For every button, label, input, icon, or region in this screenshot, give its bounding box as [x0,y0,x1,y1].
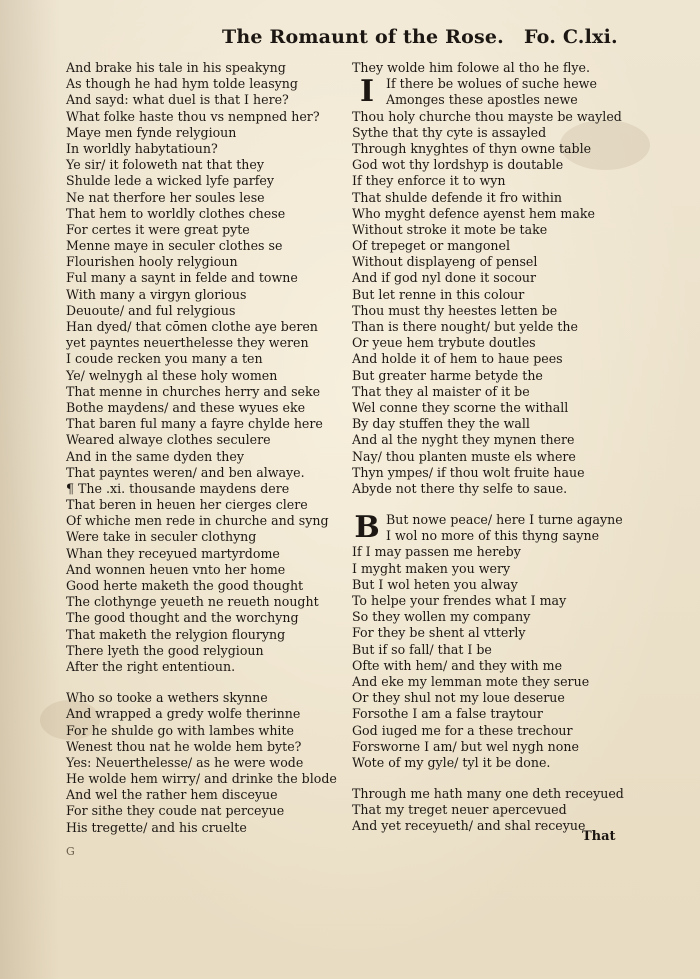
verse-line: That shulde defende it fro within [352,189,563,205]
left-text-column [66,60,337,836]
verse-line: The clothynge yeueth ne reueth nought [66,594,319,610]
verse-line: Ye sir/ it foloweth nat that they [66,157,264,173]
verse-line: But let renne in this colour [352,286,525,302]
verse-line: I coude recken you many a ten [66,351,263,367]
verse-line: Of trepeget or mangonel [352,238,511,254]
verse-line: But greater harme betyde the [352,367,543,383]
verse-line: If I may passen me hereby [352,544,521,560]
verse-line: Through knyghtes of thyn owne table [352,140,592,156]
verse-line: God wot thy lordshyp is doutable [352,157,564,173]
verse-line: The good thought and the worchyng [66,610,299,626]
verse-line: Ful many a saynt in felde and towne [66,270,298,286]
verse-line: What folke haste thou vs nempned her? [66,108,320,124]
verse-line: Or yeue hem trybute doutles [352,335,536,351]
verse-line: For sithe they coude nat perceyue [66,803,285,819]
verse-line: And in the same dyden they [66,448,244,464]
verse-line: But nowe peace/ here I turne agayne [386,512,623,528]
verse-line: Ye/ welnygh al these holy women [66,367,278,383]
verse-line: And wel the rather hem disceyue [66,787,278,803]
verse-line: ¶ The .xi. thousande maydens dere [66,480,290,496]
verse-line: With many a virgyn glorious [66,286,247,302]
verse-line: Wote of my gyle/ tyl it be done. [352,754,551,770]
verse-line: Good herte maketh the good thought [66,578,304,593]
verse-line: Forsothe I am a false traytour [352,706,543,722]
verse-line: For certes it were great pyte [66,221,250,237]
catchword: That [582,829,616,844]
page-title: The Romaunt of the Rose. [222,26,504,48]
verse-line: Ofte with hem/ and they with me [352,657,563,673]
right-text-column [352,60,627,835]
verse-line: But I wol heten you alway [352,576,518,592]
verse-line: Through me hath many one deth receyued [352,786,624,802]
verse-line: As though he had hym tolde leasyng [66,76,298,92]
verse-line: Than is there nought/ but yelde the [352,319,578,334]
verse-line: Amonges these apostles newe [386,92,578,108]
verse-line: I myght maken you wery [352,560,511,576]
verse-line: But if so fall/ that I be [352,641,492,657]
verse-line: yet payntes neuerthelesse they weren [66,335,309,351]
verse-line: Wel conne they scorne the withall [352,399,569,415]
verse-line: Without displayeng of pensel [352,254,538,270]
verse-line: Thyn ympes/ if thou wolt fruite haue [352,464,585,480]
verse-line: And brake his tale in his speakyng [66,60,286,75]
verse-line: That menne in churches herry and seke [66,383,321,399]
running-head [222,26,642,54]
verse-line: And wonnen heuen vnto her home [66,561,286,577]
verse-line: His tregette/ and his cruelte [66,819,247,835]
verse-line: I wol no more of this thyng sayne [386,528,600,544]
verse-line: After the right ententioun. [66,658,236,674]
verse-line: And holde it of hem to haue pees [352,351,563,367]
verse-line: For they be shent al vtterly [352,625,526,641]
right-column-bottom [352,512,627,835]
verse-line: If they enforce it to wyn [352,173,506,189]
verse-line: Ne nat therfore her soules lese [66,189,265,205]
verse-line: Shulde lede a wicked lyfe parfey [66,173,274,189]
verse-line: By day stuffen they the wall [352,416,530,432]
stanza-gap [352,497,627,512]
verse-line: Abyde not there thy selfe to saue. [352,480,568,496]
verse-line: Who myght defence ayenst hem make [352,205,595,221]
folio-number: Fo. C.lxi. [524,26,618,48]
verse-line: Nay/ thou planten muste els where [352,448,576,464]
verse-line: Thou must thy heestes letten be [352,302,558,318]
drop-cap-initial: B [354,510,380,546]
verse-line: Who so tooke a wethers skynne [66,690,268,706]
verse-line: That hem to worldly clothes chese [66,205,286,221]
stanza-gap [352,771,627,786]
verse-line: He wolde hem wirry/ and drinke the blode [66,771,337,787]
verse-line: Of whiche men rede in churche and syng [66,513,329,529]
verse-line: That maketh the relygion flouryng [66,626,286,642]
verse-line: That baren ful many a fayre chylde here [66,416,323,432]
verse-line: Without stroke it mote be take [352,221,548,237]
verse-line: Weared alwaye clothes seculere [66,432,271,448]
verse-line: There lyeth the good relygioun [66,642,264,658]
drop-cap-block [352,76,627,108]
verse-line: Or they shul not my loue deserue [352,690,565,706]
verse-line: Yes: Neuerthelesse/ as he were wode [66,754,304,770]
verse-line: Whan they receyued martyrdome [66,545,280,561]
verse-line: In worldly habytatioun? [66,140,218,156]
verse-line: And eke my lemman mote they serue [352,673,590,689]
verse-line: To helpe your frendes what I may [352,593,567,608]
verse-line: Flourishen hooly relygioun [66,254,238,270]
verse-line: And wrapped a gredy wolfe therinne [66,706,301,722]
verse-line: Wenest thou nat he wolde hem byte? [66,738,302,754]
verse-line: That they al maister of it be [352,383,530,399]
verse-line: They wolde him folowe al tho he flye. [352,60,590,75]
verse-line: Were take in seculer clothyng [66,529,257,545]
verse-line: So they wollen my company [352,609,531,625]
verse-line: That beren in heuen her cierges clere [66,497,308,513]
verse-line: If there be wolues of suche hewe [386,76,597,92]
verse-line: God iuged me for a these trechour [352,722,573,738]
verse-line: Sythe that thy cyte is assayled [352,124,547,140]
verse-line: And sayd: what duel is that I here? [66,92,289,108]
verse-line: That payntes weren/ and ben alwaye. [66,464,305,480]
verse-line: And yet receyueth/ and shal receyue [352,818,586,834]
verse-line: Thou holy churche thou mayste be wayled [352,108,622,124]
verse-line: And al the nyght they mynen there [352,432,575,448]
verse-line: Han dyed/ that cōmen clothe aye beren [66,319,318,334]
verse-line: Menne maye in seculer clothes se [66,238,283,254]
verse-line: That my treget neuer apercevued [352,802,567,818]
verse-line: Deuoute/ and ful relygious [66,302,236,318]
right-column-top [352,60,627,497]
verse-line: Forsworne I am/ but wel nygh none [352,738,579,754]
verse-line: Bothe maydens/ and these wyues eke [66,399,306,415]
signature-mark: G [66,845,75,858]
verse-line: For he shulde go with lambes white [66,722,294,738]
verse-line: Maye men fynde relygioun [66,124,237,140]
drop-cap-initial: I [359,74,375,110]
stanza-gap [66,675,328,690]
verse-line: And if god nyl done it socour [352,270,537,286]
